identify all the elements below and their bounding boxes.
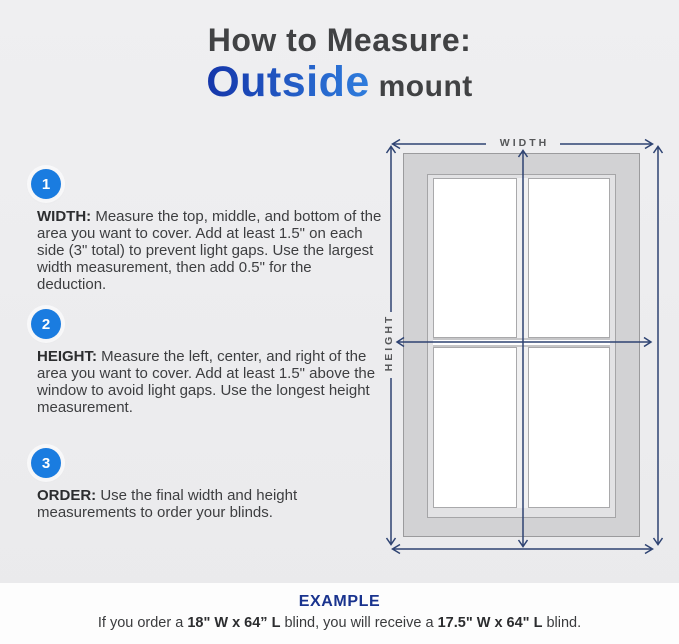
step-label: HEIGHT:: [37, 348, 97, 365]
title-highlight: Outside: [206, 57, 370, 106]
step-item-3: [29, 448, 384, 521]
example-text: [0, 615, 679, 631]
window-pane-top-right: [528, 178, 610, 338]
window-pane-bottom-left: [433, 347, 517, 508]
window-pane-top-left: [433, 178, 517, 338]
height-label: HEIGHT: [383, 313, 395, 372]
example-receive-size: 17.5" W x 64" L: [437, 615, 543, 631]
example-heading: EXAMPLE: [298, 593, 381, 610]
width-label: WIDTH: [499, 137, 550, 149]
example-order-size: 18" W x 64” L: [187, 615, 281, 631]
step-description: Measure the top, middle, and bottom of the area you want to cover. Add at least 1.5" on each side (3" total) to prevent light gaps. Use the largest width measurement, then add 0.5" for the deduction.: [37, 208, 382, 293]
step-label: ORDER:: [37, 487, 97, 504]
step-item-1: [29, 169, 384, 293]
example-prefix: If you order a: [97, 615, 188, 631]
step-description: Use the final width and height measurements to order your blinds.: [37, 487, 298, 521]
step-description: Measure the left, center, and right of the area you want to cover. Add at least 1.5" above the window to avoid light gaps. Use the longest height measurement.: [37, 348, 376, 416]
window-center-rail: [433, 338, 610, 347]
step-label: WIDTH:: [37, 208, 92, 225]
window-pane-area: [433, 178, 610, 508]
width-arrow-bottom: [393, 545, 653, 554]
example-suffix: blind.: [542, 615, 582, 631]
page-title: [0, 24, 679, 105]
step-text: [37, 487, 385, 521]
example-middle: blind, you will receive a: [280, 615, 438, 631]
step-text: [37, 348, 385, 416]
window-pane-bottom-right: [528, 347, 610, 508]
step-text: [37, 208, 385, 293]
title-line1: How to Measure:: [207, 22, 472, 58]
title-suffix: mount: [369, 69, 473, 103]
window-diagram: [380, 130, 672, 560]
step-item-2: [29, 309, 384, 416]
height-arrow-right: [654, 147, 663, 545]
step-number-badge: 1: [31, 169, 61, 199]
title-line2: [0, 57, 679, 106]
step-number-badge: 3: [31, 448, 61, 478]
step-number-badge: 2: [31, 309, 61, 339]
example-section: [0, 583, 679, 644]
